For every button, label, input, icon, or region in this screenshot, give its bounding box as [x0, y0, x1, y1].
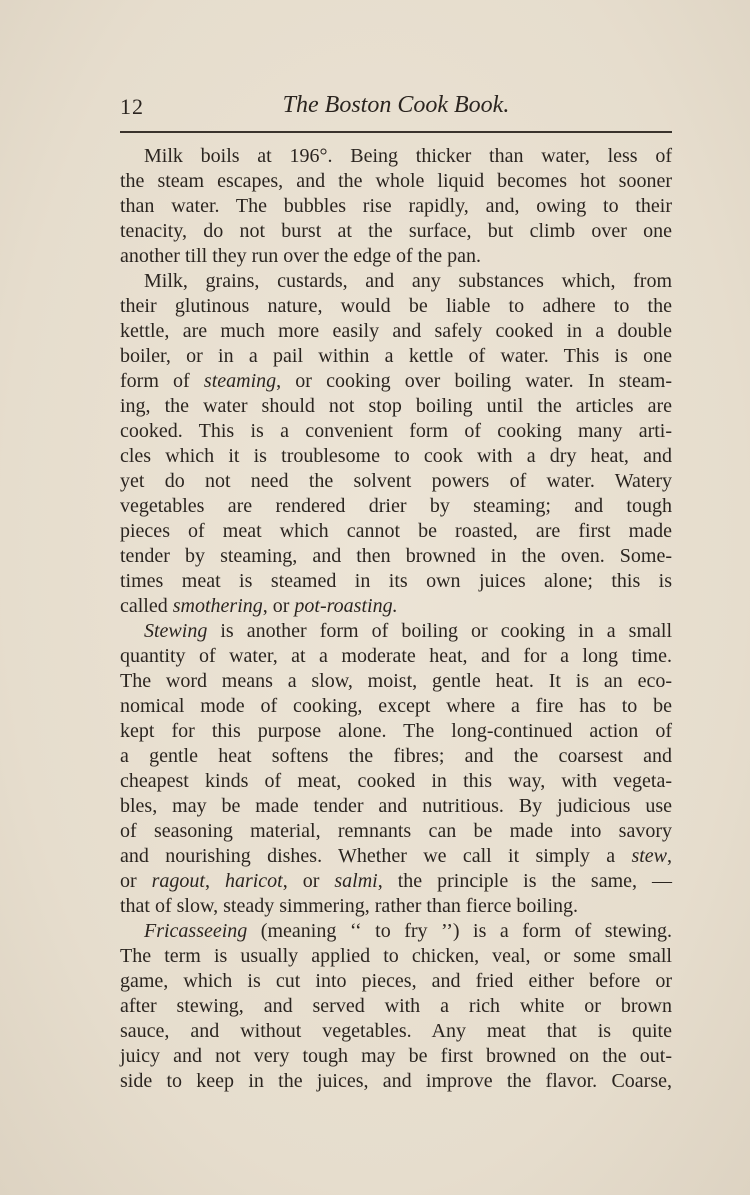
page-number: 12 [120, 94, 144, 119]
italic-term: steaming [203, 370, 277, 392]
italic-term: stew [631, 845, 667, 867]
text-line: Milk, grains, custards, and any substances which, from [144, 270, 672, 292]
text-run: or [120, 870, 152, 892]
text-line: tender by steaming, and then browned in the oven. Some- [120, 545, 672, 567]
text-line: cooked. This is a convenient form of cooking many arti- [120, 420, 672, 442]
text-run: , or cooking over boiling water. In steam- [276, 370, 672, 392]
text-line [120, 369, 672, 394]
text-run: and nourishing dishes. Whether we call it simply a [120, 845, 632, 867]
text-line: pieces of meat which cannot be roasted, are first made [120, 520, 672, 542]
italic-term: ragout [151, 870, 205, 892]
italic-term: salmi [334, 870, 378, 892]
text-line: the steam escapes, and the whole liquid becomes hot sooner [120, 170, 672, 192]
body-text [120, 144, 672, 1094]
italic-term: smothering [172, 595, 263, 617]
text-line [120, 869, 672, 894]
text-line: after stewing, and served with a rich white or brown [120, 995, 672, 1017]
text-run: , [204, 870, 225, 892]
header-rule [120, 131, 672, 133]
text-run: (meaning ‘‘ to fry ’’) is a form of stewing. [247, 920, 672, 942]
text-line: ing, the water should not stop boiling until the articles are [120, 395, 672, 417]
italic-term: Fricasseeing [144, 920, 248, 942]
text-line: The word means a slow, moist, gentle heat. It is an eco- [120, 670, 672, 692]
page-header [120, 90, 672, 130]
text-line: juicy and not very tough may be first browned on the out- [120, 1045, 672, 1067]
text-line: boiler, or in a pail within a kettle of water. This is one [120, 345, 672, 367]
text-run: called [120, 595, 173, 617]
text-run: , or [262, 595, 295, 617]
text-run: , the principle is the same, — [377, 870, 672, 892]
italic-term: pot-roasting. [294, 595, 398, 617]
text-line: game, which is cut into pieces, and fried either before or [120, 970, 672, 992]
text-line: yet do not need the solvent powers of water. Watery [120, 470, 672, 492]
text-line: kettle, are much more easily and safely cooked in a double [120, 320, 672, 342]
text-line [120, 594, 672, 619]
text-line [120, 619, 672, 644]
italic-term: Stewing [144, 620, 208, 642]
text-line: tenacity, do not burst at the surface, but climb over one [120, 220, 672, 242]
text-line: of seasoning material, remnants can be made into savory [120, 820, 672, 842]
text-line: The term is usually applied to chicken, veal, or some small [120, 945, 672, 967]
text-line: bles, may be made tender and nutritious. By judicious use [120, 795, 672, 817]
text-line: kept for this purpose alone. The long-continued action of [120, 720, 672, 742]
italic-term: haricot [224, 870, 283, 892]
text-run: is another form of boiling or cooking in a small [207, 620, 672, 642]
text-run: , or [282, 870, 335, 892]
text-line: another till they run over the edge of the pan. [120, 245, 481, 267]
text-line: than water. The bubbles rise rapidly, and, owing to their [120, 195, 672, 217]
text-line: nomical mode of cooking, except where a fire has to be [120, 695, 672, 717]
text-line: cles which it is troublesome to cook with a dry heat, and [120, 445, 672, 467]
text-run: form of [120, 370, 204, 392]
text-line: side to keep in the juices, and improve the flavor. Coarse, [120, 1070, 672, 1092]
text-line: quantity of water, at a moderate heat, and for a long time. [120, 645, 672, 667]
text-line: sauce, and without vegetables. Any meat that is quite [120, 1020, 672, 1042]
text-line: a gentle heat softens the fibres; and the coarsest and [120, 745, 672, 767]
text-line [120, 919, 672, 944]
text-line: Milk boils at 196°. Being thicker than water, less of [144, 145, 672, 167]
text-line: vegetables are rendered drier by steaming; and tough [120, 495, 672, 517]
text-line: cheapest kinds of meat, cooked in this way, with vegeta- [120, 770, 672, 792]
running-title: The Boston Cook Book. [282, 92, 510, 118]
text-line: their glutinous nature, would be liable to adhere to the [120, 295, 672, 317]
text-run: , [667, 845, 672, 867]
text-line: times meat is steamed in its own juices alone; this is [120, 570, 672, 592]
text-line [120, 844, 672, 869]
text-line: that of slow, steady simmering, rather than fierce boiling. [120, 895, 579, 917]
